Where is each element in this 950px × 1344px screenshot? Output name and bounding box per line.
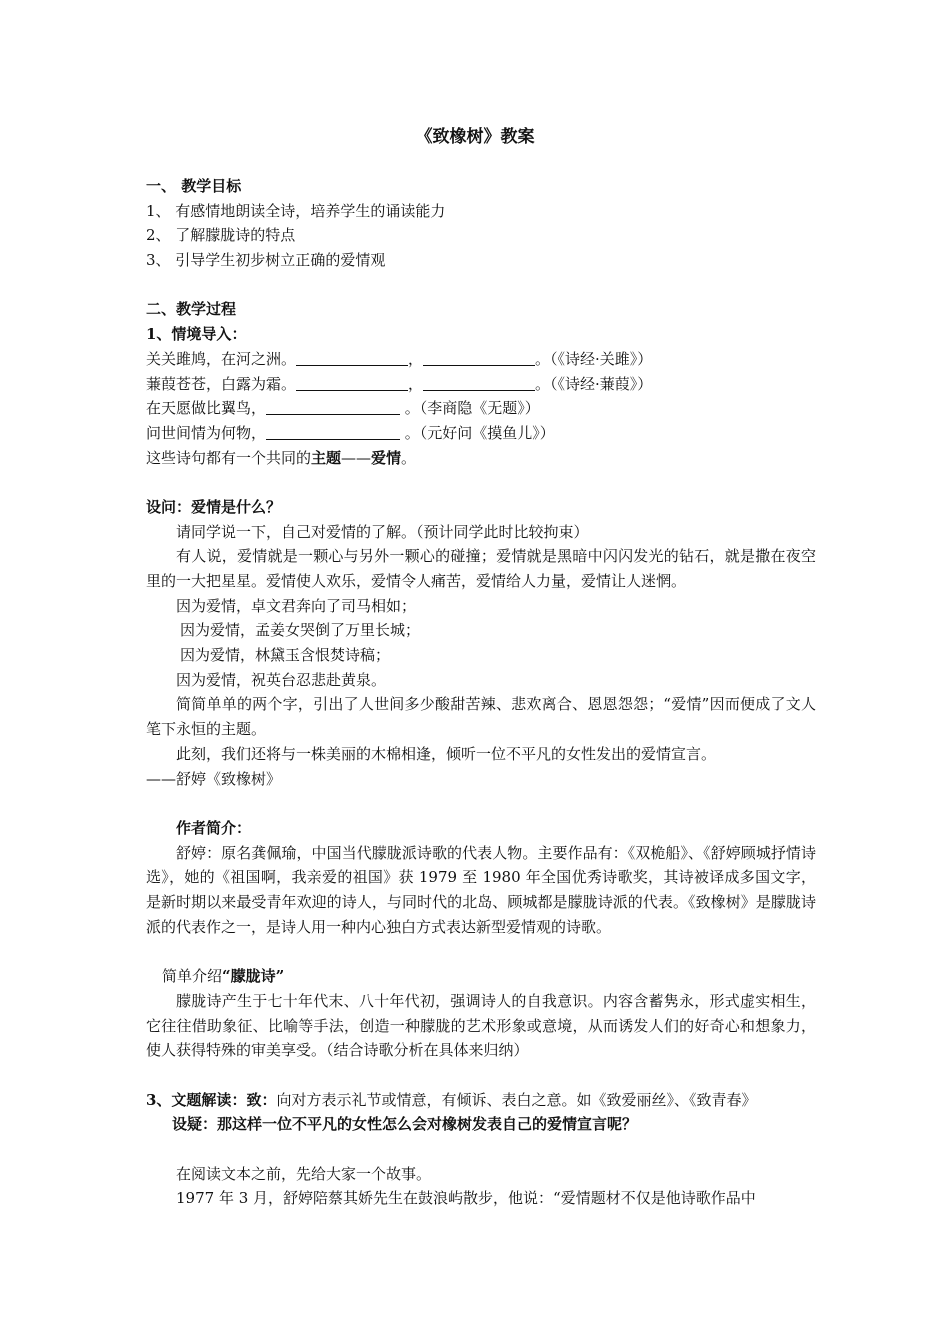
title-question: 设疑：那这样一位不平凡的女性怎么会对橡树发表自己的爱情宣言呢？ [172, 1115, 638, 1134]
fill-blank [266, 425, 400, 440]
theme-summary: 这些诗句都有一个共同的主题——爱情。 [146, 448, 417, 467]
goal-item: 1、 有感情地朗读全诗，培养学生的诵读能力 [146, 201, 446, 220]
title-explanation: 3、文题解读：致：向对方表示礼节或情意，有倾诉、表白之意。如《致爱丽丝》、《致青春》 [146, 1090, 757, 1109]
paragraph: 1977 年 3 月，舒婷陪蔡其娇先生在鼓浪屿散步，他说：“爱情题材不仅是他诗歌作品中 [176, 1189, 756, 1208]
paragraph: 因为爱情，卓文君奔向了司马相如； [176, 596, 417, 615]
misty-heading: 简单介绍“朦胧诗” [162, 967, 285, 986]
paragraph: 因为爱情，林黛玉含恨焚诗稿； [180, 646, 391, 665]
paragraph: 有人说，爱情就是一颗心与另外一颗心的碰撞；爱情就是黑暗中闪闪发光的钻石，就是撒在夜空里的一大把星星。爱情使人欢乐，爱情令人痛苦，爱情给人力量，爱情让人迷惘。 [146, 547, 816, 591]
fill-blank [296, 351, 408, 366]
poem-line: 在天愿做比翼鸟， 。（李商隐《无题》） [146, 399, 540, 418]
fill-blank [266, 400, 400, 415]
paragraph: 在阅读文本之前，先给大家一个故事。 [176, 1164, 432, 1183]
goal-item: 3、 引导学生初步树立正确的爱情观 [146, 251, 386, 270]
fill-blank [296, 376, 408, 391]
poem-line: 问世间情为何物， 。（元好问《摸鱼儿》） [146, 423, 555, 442]
fill-blank [423, 376, 535, 391]
paragraph: 此刻，我们还将与一株美丽的木棉相逢，倾听一位不平凡的女性发出的爱情宣言。 [176, 744, 717, 763]
section-heading-process: 二、教学过程 [146, 300, 237, 319]
paragraph: 简简单单的两个字，引出了人世间多少酸甜苦辣、悲欢离合、恩恩怨怨；“爱情”因而便成了文人笔下永恒的主题。 [146, 695, 816, 739]
question-heading: 设问：爱情是什么？ [146, 497, 282, 516]
poem-line: 关关雎鸠，在河之洲。 ， 。（《诗经·关雎》） [146, 349, 653, 368]
misty-paragraph: 朦胧诗产生于七十年代末、八十年代初，强调诗人的自我意识。内容含蓄隽永，形式虚实相生，它往往借助象征、比喻等手法，创造一种朦胧的艺术形象或意境，从而诱发人们的好奇心和想象力，使人获得特殊的审美享受。（结合诗歌分析在具体来归纳） [146, 991, 816, 1060]
paragraph: 请同学说一下，自己对爱情的了解。（预计同学此时比较拘束） [176, 522, 589, 541]
paragraph: 因为爱情，孟姜女哭倒了万里长城； [180, 621, 421, 640]
document-body [146, 174, 816, 1211]
goal-item: 2、 了解朦胧诗的特点 [146, 226, 296, 245]
paragraph: 因为爱情，祝英台忍悲赴黄泉。 [176, 670, 387, 689]
fill-blank [423, 351, 535, 366]
author-paragraph: 舒婷：原名龚佩瑜，中国当代朦胧派诗歌的代表人物。主要作品有：《双桅船》、《舒婷顾城抒情诗选》，她的《祖国啊，我亲爱的祖国》获 1979 至 1980 年全国优秀诗歌奖，其诗被译成多国文字，是新时期以来最受青年欢迎的诗人，与同时代的北岛、顾城都是朦胧诗派的代表。《致橡树》是朦胧诗派的代表作之一，是诗人用一种内心独白方式表达新型爱情观的诗歌。 [146, 843, 816, 936]
subheading-intro: 1、情境导入： [146, 325, 247, 344]
attribution: ——舒婷《致橡树》 [146, 769, 282, 788]
author-heading: 作者简介： [176, 818, 252, 837]
section-heading-goals: 一、 教学目标 [146, 177, 242, 195]
poem-line: 蒹葭苍苍，白露为霜。 ， 。（《诗经·蒹葭》） [146, 374, 653, 393]
document-title: 《致橡树》教案 [415, 127, 535, 147]
